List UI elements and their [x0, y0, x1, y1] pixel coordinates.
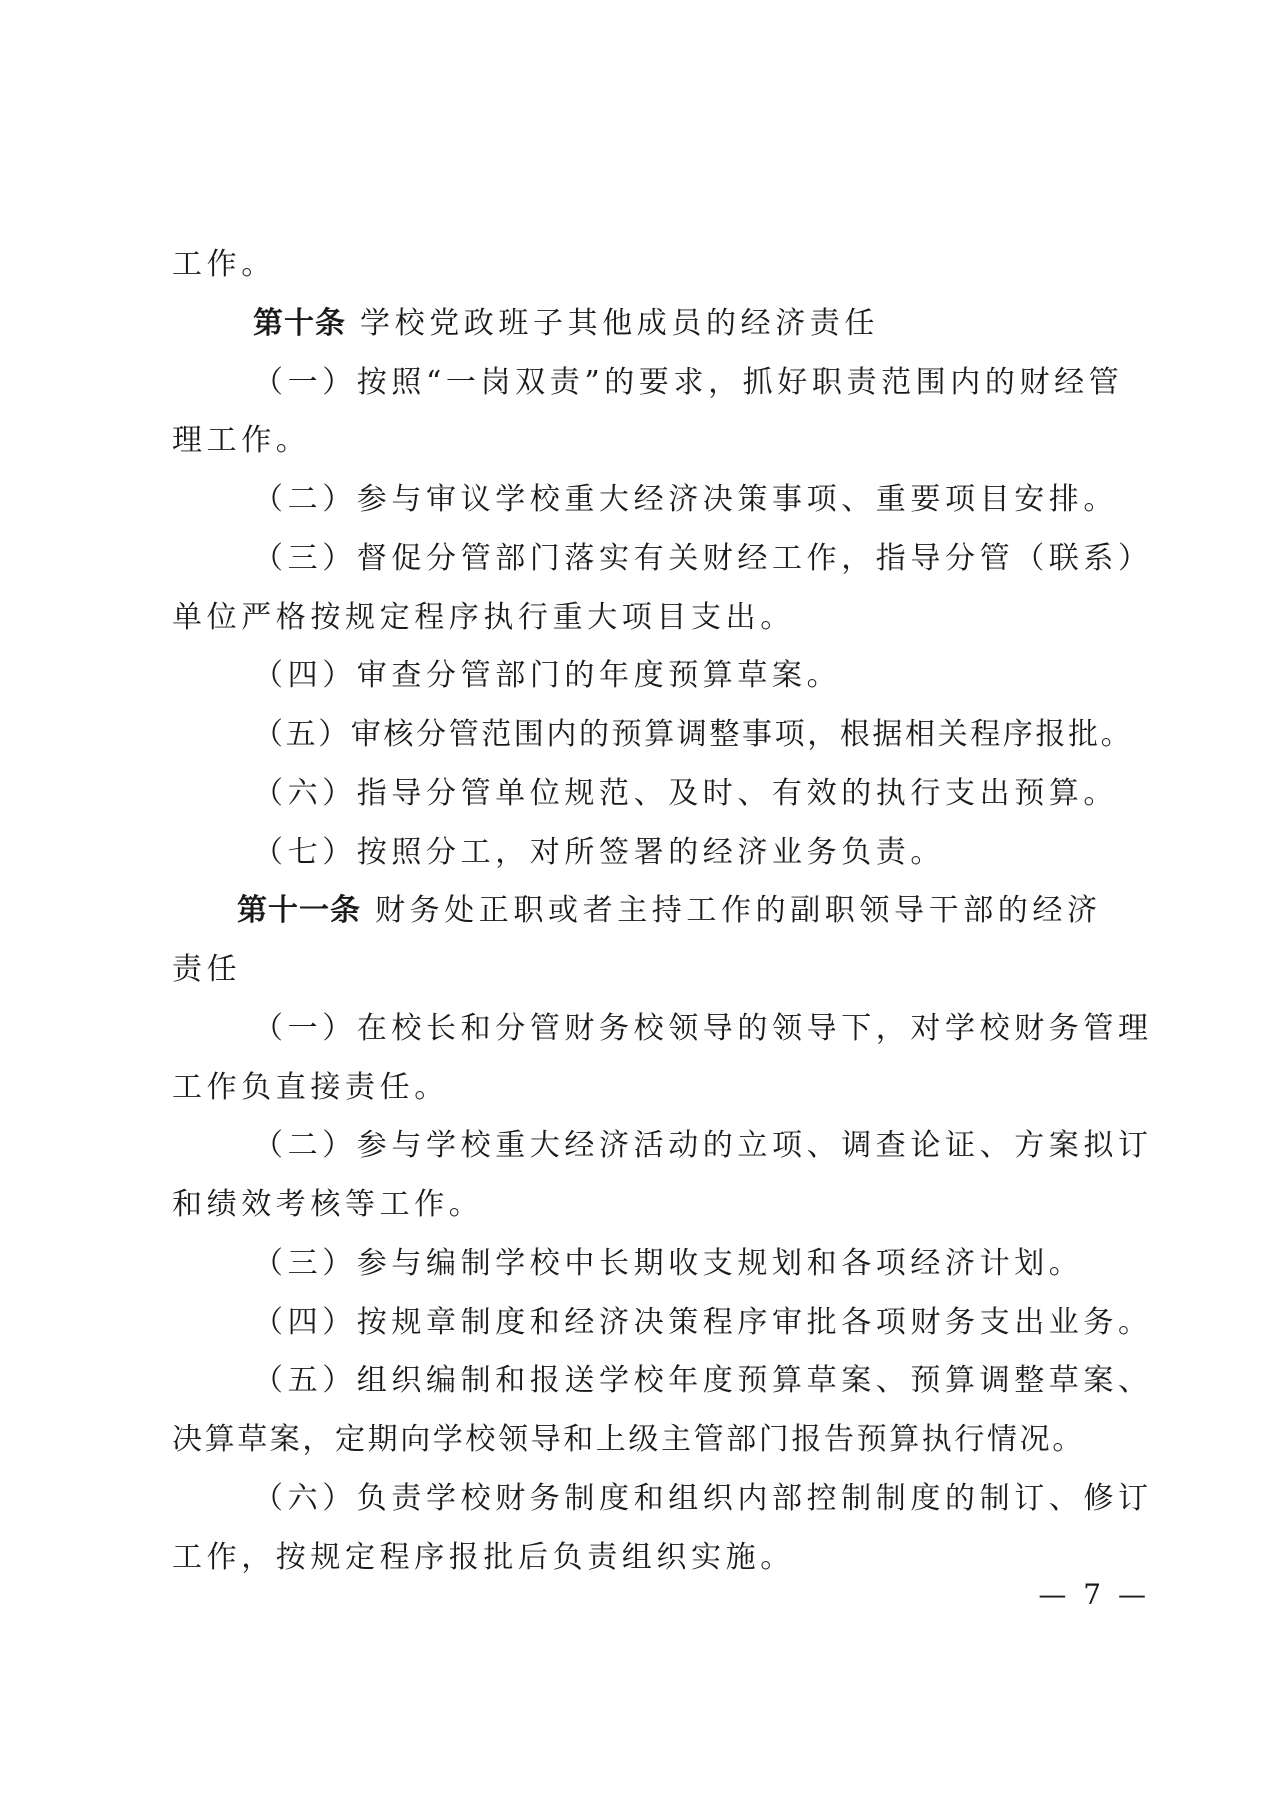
text-line: （六）负责学校财务制度和组织内部控制制度的制订、修订 [253, 1480, 1153, 1516]
text-line: 工作。 [172, 247, 276, 282]
document-body [172, 236, 1153, 1587]
text-line: （一）在校长和分管财务校领导的领导下，对学校财务管理 [253, 1010, 1153, 1046]
text-line: 理工作。 [172, 423, 311, 459]
text-line: 工作，按规定程序报批后负责组织实施。 [172, 1539, 795, 1575]
text-line: 责任 [172, 952, 242, 987]
text-line: （四）审查分管部门的年度预算草案。 [253, 658, 842, 694]
article-number: 第十一条 [237, 893, 361, 929]
page-number: — 7 — [1038, 1578, 1150, 1611]
article-heading [172, 882, 1117, 941]
article-title: 学校党政班子其他成员的经济责任 [360, 305, 879, 341]
text-line: （一）按照“一岗双责”的要求，抓好职责范围内的财经管 [253, 364, 1124, 400]
text-line: （三）督促分管部门落实有关财经工作，指导分管（联系） [253, 540, 1153, 576]
text-line: （二）参与审议学校重大经济决策事项、重要项目安排。 [253, 482, 1118, 517]
article-heading [172, 295, 1117, 354]
text-line: （二）参与学校重大经济活动的立项、调查论证、方案拟订 [253, 1128, 1153, 1164]
text-line: （七）按照分工，对所签署的经济业务负责。 [253, 834, 945, 870]
article-number: 第十条 [253, 305, 346, 341]
text-line: （五）组织编制和报送学校年度预算草案、预算调整草案、 [253, 1363, 1153, 1399]
text-line: 工作负直接责任。 [172, 1069, 449, 1105]
text-line: （六）指导分管单位规范、及时、有效的执行支出预算。 [253, 775, 1118, 811]
text-line: 和绩效考核等工作。 [172, 1187, 484, 1222]
text-line: （五）审核分管范围内的预算调整事项，根据相关程序报批。 [253, 717, 1134, 752]
text-line: 单位严格按规定程序执行重大项目支出。 [172, 599, 795, 635]
text-line: （三）参与编制学校中长期收支规划和各项经济计划。 [253, 1245, 1084, 1281]
text-line: （四）按规章制度和经济决策程序审批各项财务支出业务。 [253, 1304, 1153, 1340]
text-line: 决算草案，定期向学校领导和上级主管部门报告预算执行情况。 [172, 1422, 1085, 1457]
article-title: 财务处正职或者主持工作的副职领导干部的经济 [375, 893, 1102, 929]
